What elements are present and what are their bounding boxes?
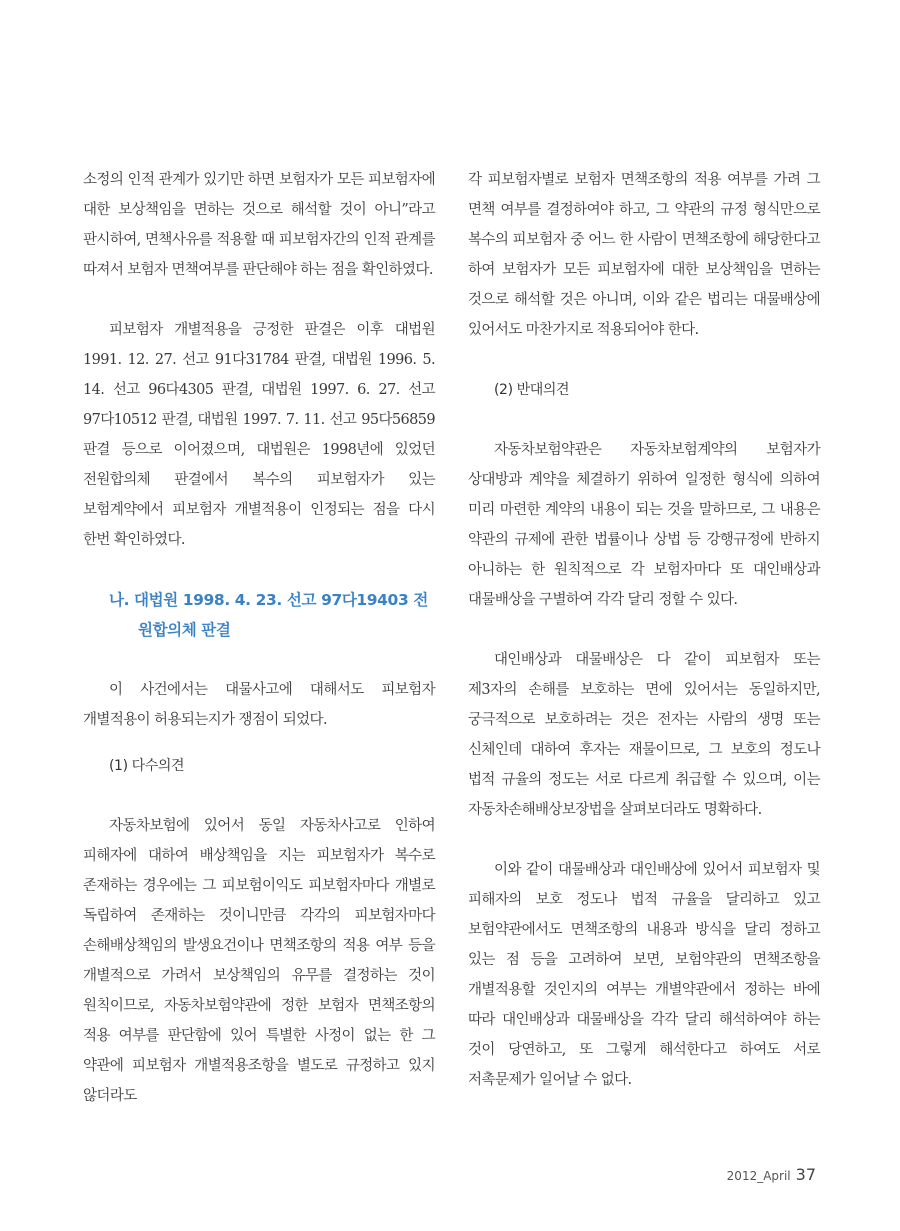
paragraph: 피보험자 개별적용을 긍정한 판결은 이후 대법원 1991. 12. 27. 선고 91다31784 판결, 대법원 1996. 5. 14. 선고 96다4305 판결, 대법원 1997. 6. 27. 선고 97다10512 판결, 대법원 1997. 7. 11. 선고 95다56859 판결 등으로 이어졌으며, 대법원은 1998년에 있었던 전원합의체 판결에서 복수의 피보험자가 있는 보험계약에서 피보험자 개별적용이 인정되는 점을 다시 한번 확인하였다. bbox=[83, 322, 435, 548]
paragraph: 소정의 인적 관계가 있기만 하면 보험자가 모든 피보험자에 대한 보상책임을 면하는 것으로 해석할 것이 아니”라고 판시하여, 면책사유를 적용할 때 피보험자간의 인적 관계를 따져서 보험자 면책여부를 판단해야 하는 점을 확인하였다. bbox=[83, 172, 435, 278]
paragraph: 이 사건에서는 대물사고에 대해서도 피보험자 개별적용이 허용되는지가 쟁점이 되었다. bbox=[83, 682, 435, 728]
page-footer bbox=[727, 1165, 816, 1184]
subsection-heading: (1) 다수의견 bbox=[109, 758, 185, 774]
paragraph: 각 피보험자별로 보험자 면책조항의 적용 여부를 가려 그 면책 여부를 결정하여야 하고, 그 약관의 규정 형식만으로 복수의 피보험자 중 어느 한 사람이 면책조항에 해당한다고 하여 보험자가 모든 피보험자에 대한 보상책임을 면하는 것으로 해석할 것은 아니며, 이와 같은 법리는 대물배상에 있어서도 마찬가지로 적용되어야 한다. bbox=[468, 172, 820, 338]
left-column bbox=[83, 165, 435, 1111]
right-column bbox=[468, 165, 820, 1095]
section-title: 나. 대법원 1998. 4. 23. 선고 97다19403 전원합의체 판결 bbox=[109, 591, 428, 639]
page-number: 37 bbox=[795, 1165, 816, 1184]
paragraph: 이와 같이 대물배상과 대인배상에 있어서 피보험자 및 피해자의 보호 정도나 법적 규율을 달리하고 있고 보험약관에서도 면책조항의 내용과 방식을 달리 정하고 있는 점 등을 고려하여 보면, 보험약관의 면책조항을 개별적용할 것인지의 여부는 개별약관에서 정하는 바에 따라 대인배상과 대물배상을 각각 달리 해석하여야 하는 것이 당연하고, 또 그렇게 해석한다고 하여도 서로 저촉문제가 일어날 수 없다. bbox=[468, 862, 820, 1088]
issue-label: 2012_April bbox=[726, 1169, 791, 1183]
paragraph: 대인배상과 대물배상은 다 같이 피보험자 또는 제3자의 손해를 보호하는 면에 있어서는 동일하지만, 궁극적으로 보호하려는 것은 전자는 사람의 생명 또는 신체인데 대하여 후자는 재물이므로, 그 보호의 정도나 법적 규율의 정도는 서로 다르게 취급할 수 있으며, 이는 자동차손해배상보장법을 살펴보더라도 명확하다. bbox=[468, 652, 820, 818]
paragraph: 자동차보험약관은 자동차보험계약의 보험자가 상대방과 계약을 체결하기 위하여 일정한 형식에 의하여 미리 마련한 계약의 내용이 되는 것을 말하므로, 그 내용은 약관의 규제에 관한 법률이나 상법 등 강행규정에 반하지 아니하는 한 원칙적으로 각 보험자마다 또 대인배상과 대물배상을 구별하여 각각 달리 정할 수 있다. bbox=[468, 442, 820, 608]
paragraph: 자동차보험에 있어서 동일 자동차사고로 인하여 피해자에 대하여 배상책임을 지는 피보험자가 복수로 존재하는 경우에는 그 피보험이익도 피보험자마다 개별로 독립하여 존재하는 것이니만큼 각각의 피보험자마다 손해배상책임의 발생요건이나 면책조항의 적용 여부 등을 개별적으로 가려서 보상책임의 유무를 결정하는 것이 원칙이므로, 자동차보험약관에 정한 보험자 면책조항의 적용 여부를 판단함에 있어 특별한 사정이 없는 한 그 약관에 피보험자 개별적용조항을 별도로 규정하고 있지 않더라도 bbox=[83, 818, 435, 1104]
subsection-heading: (2) 반대의견 bbox=[494, 382, 570, 398]
